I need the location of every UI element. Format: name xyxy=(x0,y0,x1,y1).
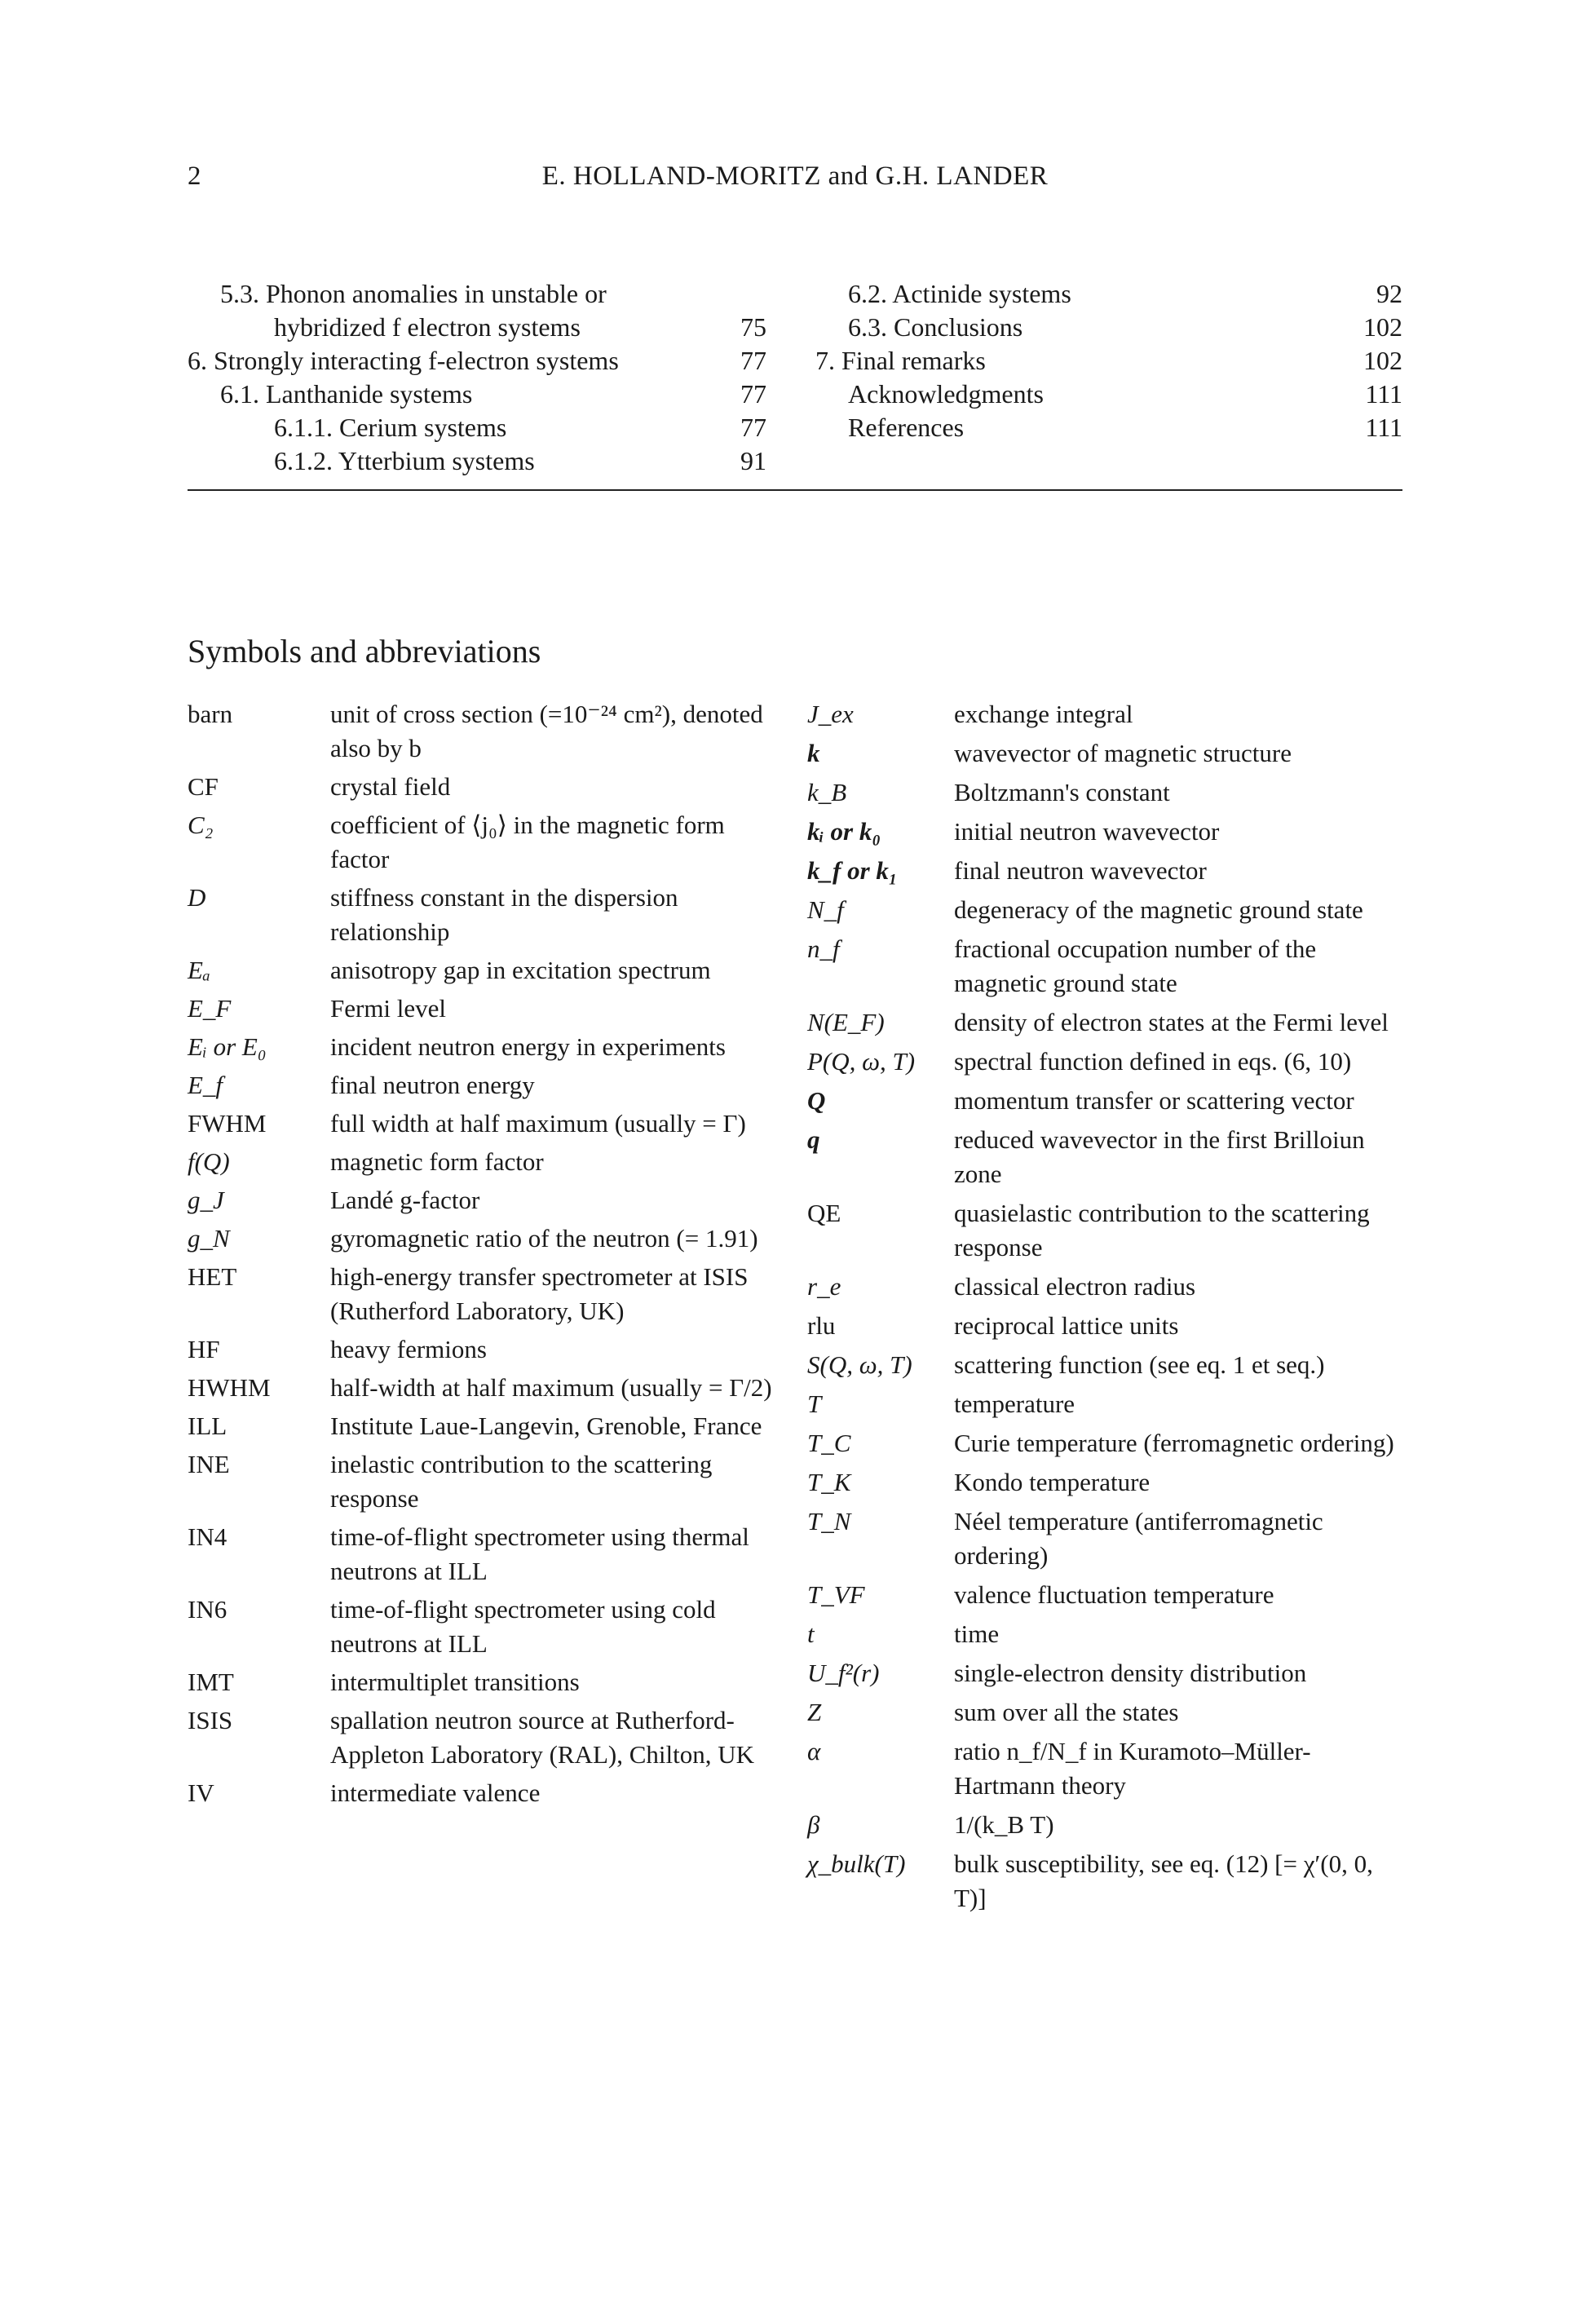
symbol: n_f xyxy=(807,934,840,963)
symbol-entry xyxy=(188,1703,783,1772)
symbol-entry xyxy=(188,1222,783,1256)
symbol-entry xyxy=(807,1387,1411,1421)
symbol-entry xyxy=(188,1183,783,1217)
symbol: HWHM xyxy=(188,1373,271,1402)
definition: final neutron energy xyxy=(330,1071,535,1099)
toc-entry: 6.1.2. Ytterbium systems 91 xyxy=(274,446,766,475)
symbol: T xyxy=(807,1390,822,1418)
symbol-entry xyxy=(807,854,1411,888)
symbols-right-column xyxy=(807,697,1411,1920)
toc-entry: 5.3. Phonon anomalies in unstable or xyxy=(220,279,607,308)
symbol-entry xyxy=(188,1145,783,1179)
definition: final neutron wavevector xyxy=(954,856,1207,885)
toc-right-column xyxy=(815,277,1402,444)
symbol: N_f xyxy=(807,895,844,924)
definition: quasielastic contribution to the scattering response xyxy=(954,1199,1370,1261)
toc-divider xyxy=(188,489,1402,491)
definition: spectral function defined in eqs. (6, 10) xyxy=(954,1047,1352,1076)
page-number: 2 xyxy=(188,161,201,191)
symbol-entry xyxy=(807,1656,1411,1690)
symbol-entry xyxy=(807,1348,1411,1382)
definition: time-of-flight spectrometer using thermal neutrons at ILL xyxy=(330,1522,749,1585)
symbol-entry xyxy=(807,815,1411,849)
symbol-entry xyxy=(188,808,783,877)
symbol-entry xyxy=(188,992,783,1026)
definition: stiffness constant in the dispersion relationship xyxy=(330,883,678,946)
symbol-entry xyxy=(807,1196,1411,1265)
symbol-entry xyxy=(807,1617,1411,1651)
symbol: Q xyxy=(807,1086,826,1115)
symbol: IN6 xyxy=(188,1595,227,1624)
definition: ratio n_f/N_f in Kuramoto–Müller-Hartmann theory xyxy=(954,1737,1311,1800)
symbol-entry xyxy=(807,697,1411,731)
symbol: ISIS xyxy=(188,1706,233,1734)
symbol: ILL xyxy=(188,1412,227,1440)
symbol: q xyxy=(807,1125,820,1154)
definition: single-electron density distribution xyxy=(954,1659,1307,1687)
symbol: S(Q, ω, T) xyxy=(807,1350,912,1379)
toc-left-column xyxy=(188,277,766,478)
symbol: N(E_F) xyxy=(807,1008,885,1036)
symbol: IV xyxy=(188,1778,214,1807)
definition: Landé g-factor xyxy=(330,1186,480,1214)
symbol: Eₐ xyxy=(188,956,211,984)
symbol-entry xyxy=(807,1426,1411,1460)
definition: valence fluctuation temperature xyxy=(954,1580,1274,1609)
definition: half-width at half maximum (usually = Γ/2) xyxy=(330,1373,772,1402)
definition: temperature xyxy=(954,1390,1075,1418)
definition: exchange integral xyxy=(954,700,1133,728)
definition: heavy fermions xyxy=(330,1335,487,1363)
definition: unit of cross section (=10⁻²⁴ cm²), denoted also by b xyxy=(330,700,763,762)
toc-entry: Acknowledgments 111 xyxy=(848,379,1402,409)
symbol: E_F xyxy=(188,994,232,1023)
symbol-entry xyxy=(188,1371,783,1405)
symbol-entry xyxy=(807,1578,1411,1612)
symbol-entry xyxy=(807,1123,1411,1191)
symbol-entry xyxy=(807,893,1411,927)
symbol-entry xyxy=(807,932,1411,1001)
symbol-entry xyxy=(188,1030,783,1064)
definition: incident neutron energy in experiments xyxy=(330,1032,726,1061)
symbol-entry xyxy=(807,736,1411,771)
definition: intermultiplet transitions xyxy=(330,1668,580,1696)
symbol-entry xyxy=(807,775,1411,810)
symbol-entry xyxy=(807,1734,1411,1803)
symbol: f(Q) xyxy=(188,1147,230,1176)
symbol: IMT xyxy=(188,1668,234,1696)
definition: crystal field xyxy=(330,772,451,801)
definition: momentum transfer or scattering vector xyxy=(954,1086,1354,1115)
definition: time xyxy=(954,1619,1000,1648)
definition: intermediate valence xyxy=(330,1778,541,1807)
symbol: T_K xyxy=(807,1468,851,1496)
toc-entry: 6.2. Actinide systems 92 xyxy=(848,279,1402,308)
definition: reciprocal lattice units xyxy=(954,1311,1179,1340)
definition: Kondo temperature xyxy=(954,1468,1151,1496)
definition: spallation neutron source at Rutherford-Appleton Laboratory (RAL), Chilton, UK xyxy=(330,1706,755,1769)
symbol-entry xyxy=(807,1045,1411,1079)
definition: inelastic contribution to the scattering response xyxy=(330,1450,713,1513)
symbol-entry xyxy=(807,1309,1411,1343)
symbol: IN4 xyxy=(188,1522,227,1551)
definition: full width at half maximum (usually = Γ) xyxy=(330,1109,746,1138)
definition: bulk susceptibility, see eq. (12) [= χ′(0, 0, T)] xyxy=(954,1849,1373,1912)
symbol-entry xyxy=(188,953,783,987)
symbols-left-column xyxy=(188,697,783,1814)
symbol: T_C xyxy=(807,1429,851,1457)
symbol: k_B xyxy=(807,778,847,806)
symbol-entry xyxy=(188,1260,783,1328)
symbol-entry xyxy=(188,1593,783,1661)
toc-entry: 6.1.1. Cerium systems 77 xyxy=(274,413,766,442)
symbol: INE xyxy=(188,1450,230,1478)
symbol-entry xyxy=(188,1447,783,1516)
toc-entry: 7. Final remarks 102 xyxy=(815,346,1402,375)
symbol: g_J xyxy=(188,1186,224,1214)
toc-entry: hybridized f electron systems 75 xyxy=(274,312,766,342)
symbol: k xyxy=(807,739,820,767)
definition: reduced wavevector in the first Brilloiun zone xyxy=(954,1125,1365,1188)
symbol: t xyxy=(807,1619,815,1648)
symbol-entry xyxy=(188,881,783,949)
definition: initial neutron wavevector xyxy=(954,817,1220,846)
symbol: U_f²(r) xyxy=(807,1659,880,1687)
symbol: T_VF xyxy=(807,1580,865,1609)
definition: degeneracy of the magnetic ground state xyxy=(954,895,1363,924)
definition: magnetic form factor xyxy=(330,1147,544,1176)
symbol: HET xyxy=(188,1262,237,1291)
symbol: kᵢ or k₀ xyxy=(807,817,881,846)
symbol: QE xyxy=(807,1199,841,1227)
symbol: FWHM xyxy=(188,1109,267,1138)
symbol: g_N xyxy=(188,1224,230,1253)
definition: wavevector of magnetic structure xyxy=(954,739,1292,767)
symbol-entry xyxy=(807,1084,1411,1118)
section-heading: Symbols and abbreviations xyxy=(188,633,541,669)
definition: gyromagnetic ratio of the neutron (= 1.91) xyxy=(330,1224,758,1253)
definition: Fermi level xyxy=(330,994,447,1023)
toc-entry: 6. Strongly interacting f-electron systems 77 xyxy=(188,346,766,375)
definition: anisotropy gap in excitation spectrum xyxy=(330,956,711,984)
definition: fractional occupation number of the magnetic ground state xyxy=(954,934,1317,997)
symbol: J_ex xyxy=(807,700,854,728)
symbol-entry xyxy=(188,697,783,766)
symbol: HF xyxy=(188,1335,220,1363)
symbol: E_f xyxy=(188,1071,223,1099)
symbol: barn xyxy=(188,700,233,728)
definition: classical electron radius xyxy=(954,1272,1196,1301)
symbol: rlu xyxy=(807,1311,836,1340)
symbol-entry xyxy=(188,1520,783,1588)
toc-entry: 6.1. Lanthanide systems 77 xyxy=(220,379,766,409)
definition: Néel temperature (antiferromagnetic ordering) xyxy=(954,1507,1323,1570)
symbol: β xyxy=(807,1810,820,1839)
symbol: r_e xyxy=(807,1272,841,1301)
definition: scattering function (see eq. 1 et seq.) xyxy=(954,1350,1325,1379)
symbol: CF xyxy=(188,772,219,801)
symbol-entry xyxy=(188,1332,783,1367)
symbol-entry xyxy=(188,1068,783,1102)
toc-entry: References 111 xyxy=(848,413,1402,442)
definition: density of electron states at the Fermi level xyxy=(954,1008,1389,1036)
symbol-entry xyxy=(807,1005,1411,1040)
definition: Institute Laue-Langevin, Grenoble, France xyxy=(330,1412,762,1440)
symbol-entry xyxy=(807,1695,1411,1730)
symbol-entry xyxy=(188,1107,783,1141)
symbol: k_f or k₁ xyxy=(807,856,898,885)
symbol-entry xyxy=(188,770,783,804)
symbol-entry xyxy=(188,1776,783,1810)
symbol-entry xyxy=(807,1465,1411,1500)
symbol: D xyxy=(188,883,206,912)
definition: Curie temperature (ferromagnetic ordering) xyxy=(954,1429,1394,1457)
symbol-entry xyxy=(807,1504,1411,1573)
definition: 1/(k_B T) xyxy=(954,1810,1054,1839)
definition: time-of-flight spectrometer using cold neutrons at ILL xyxy=(330,1595,716,1658)
definition: Boltzmann's constant xyxy=(954,778,1170,806)
symbol: T_N xyxy=(807,1507,851,1535)
symbol-entry xyxy=(807,1808,1411,1842)
symbol: C₂ xyxy=(188,811,214,839)
symbol: α xyxy=(807,1737,821,1765)
symbol: χ_bulk(T) xyxy=(807,1849,906,1878)
definition: high-energy transfer spectrometer at ISIS (Rutherford Laboratory, UK) xyxy=(330,1262,749,1325)
running-title: E. HOLLAND-MORITZ and G.H. LANDER xyxy=(541,161,1049,191)
definition: coefficient of ⟨j₀⟩ in the magnetic form factor xyxy=(330,811,725,873)
symbol-entry xyxy=(807,1270,1411,1304)
symbol-entry xyxy=(188,1665,783,1699)
symbol: P(Q, ω, T) xyxy=(807,1047,916,1076)
symbol: Eᵢ or E₀ xyxy=(188,1032,267,1061)
symbol: Z xyxy=(807,1698,822,1726)
symbol-entry xyxy=(807,1847,1411,1915)
toc-entry: 6.3. Conclusions 102 xyxy=(848,312,1402,342)
definition: sum over all the states xyxy=(954,1698,1179,1726)
symbol-entry xyxy=(188,1409,783,1443)
